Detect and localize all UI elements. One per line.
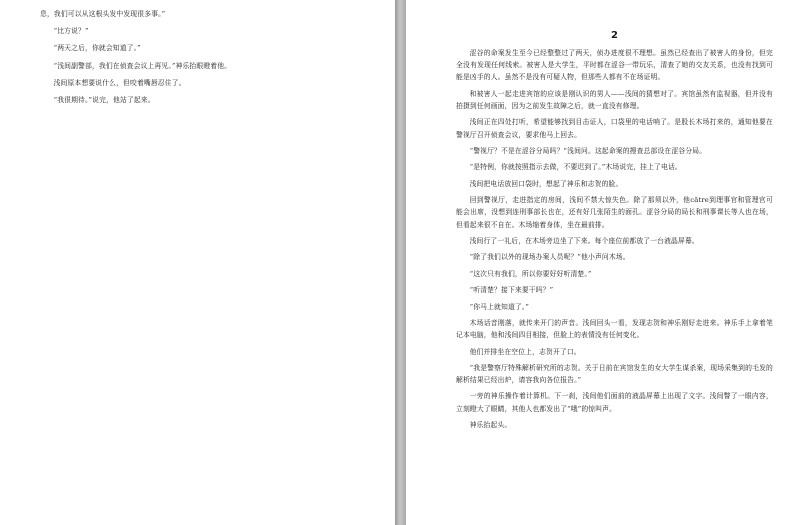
paragraph: 浅间原本想要说什么，但咬着嘴唇忍住了。 xyxy=(53,78,186,87)
paragraph: “听清楚？接下来要干吗？” xyxy=(469,286,554,295)
paragraph: “警视厅？不是在涩谷分局吗？”浅间问。这起命案的搜查总部设在涩谷分局。 xyxy=(469,146,707,155)
paragraph: “这次只有我们，所以你要好好听清楚。” xyxy=(469,269,592,278)
paragraph: 他们并排坐在空位上，志贺开了口。 xyxy=(469,347,581,356)
paragraph: 涩谷的命案发生至今已经整整过了两天，侦办进度很不理想。虽然已经查出了被害人的身份，但完全没有发现任何线索。被害人是大学生，平时都在涩谷一带玩乐，清查了她的交友关系，也没有找到可能是凶手的人。虽然不是没有可疑人物，但那些人都有不在场证明。 xyxy=(456,49,773,82)
paragraph: 回到警视厅，走进指定的房间，浅间不禁大惊失色。除了那须以外，他către到理事官和管理官可能会出席，没想到连刑事部长也在，还有好几张陌生的面孔。涩谷分局的局长和刑事课长等人也在场，但看起来很不自在。木场缩着身体，坐在最前排。 xyxy=(456,196,773,229)
paragraph: “你马上就知道了。” xyxy=(469,302,530,311)
left-page xyxy=(0,0,395,525)
paragraph: 浅间行了一礼后，在木场旁边坐了下来。每个座位前都放了一台液晶屏幕。 xyxy=(469,236,699,245)
paragraph: 息，我们可以从这根头发中发现很多事。” xyxy=(40,10,166,18)
paragraph: 木场话音刚落，就传来开门的声音。浅间回头一看，发现志贺和神乐刚好走进来。神乐手上拿着笔记本电脑，他和浅间四目相接，但脸上的表情没有任何变化。 xyxy=(456,318,773,340)
paragraph: “是特例，你就按照指示去做，不要迟到了。”木场说完，挂上了电话。 xyxy=(469,163,682,172)
paragraph: “浅间副警部，我们在侦查会议上再见。”神乐抬眼瞪着他。 xyxy=(53,61,232,70)
paragraph: 和被害人一起走进宾馆的应该是刚认识的男人——浅间的猜想对了。宾馆虽然有监视器，但并没有拍摄到任何画面，因为之前发生故障之后，就一直没有修理。 xyxy=(456,89,773,110)
paragraph: “我是警察厅特殊解析研究所的志贺。关于日前在宾馆发生的女大学生谋杀案，现场采集到的毛发的解析结果已经出炉，请容我向各位报告。” xyxy=(456,363,773,385)
paragraph: “比方说？” xyxy=(53,27,89,36)
right-page xyxy=(406,0,799,525)
chapter-number: 2 xyxy=(611,30,618,41)
paragraph: 浅间正在四处打听，希望能够找到目击证人，口袋里的电话响了。是股长木场打来的，通知他要在警视厅召开侦查会议，要求他马上回去。 xyxy=(456,118,773,139)
paragraph: “两天之后，你就会知道了。” xyxy=(53,44,141,53)
paragraph: “我很期待。”说完，他站了起来。 xyxy=(53,96,155,105)
paragraph: 神乐抬起头。 xyxy=(469,421,512,430)
page-gutter xyxy=(395,0,406,525)
paragraph: 一旁的神乐操作着计算机。下一刹，浅间他们面前的液晶屏幕上出现了文字。浅间瞥了一眼内容，立刻瞪大了眼睛，其他人也都发出了“哦”的惊叫声。 xyxy=(456,392,773,413)
paragraph: “除了我们以外的现场办案人员呢？”他小声问木场。 xyxy=(469,253,630,262)
paragraph: 浅间把电话放回口袋时，想起了神乐和志贺的脸。 xyxy=(469,179,623,188)
